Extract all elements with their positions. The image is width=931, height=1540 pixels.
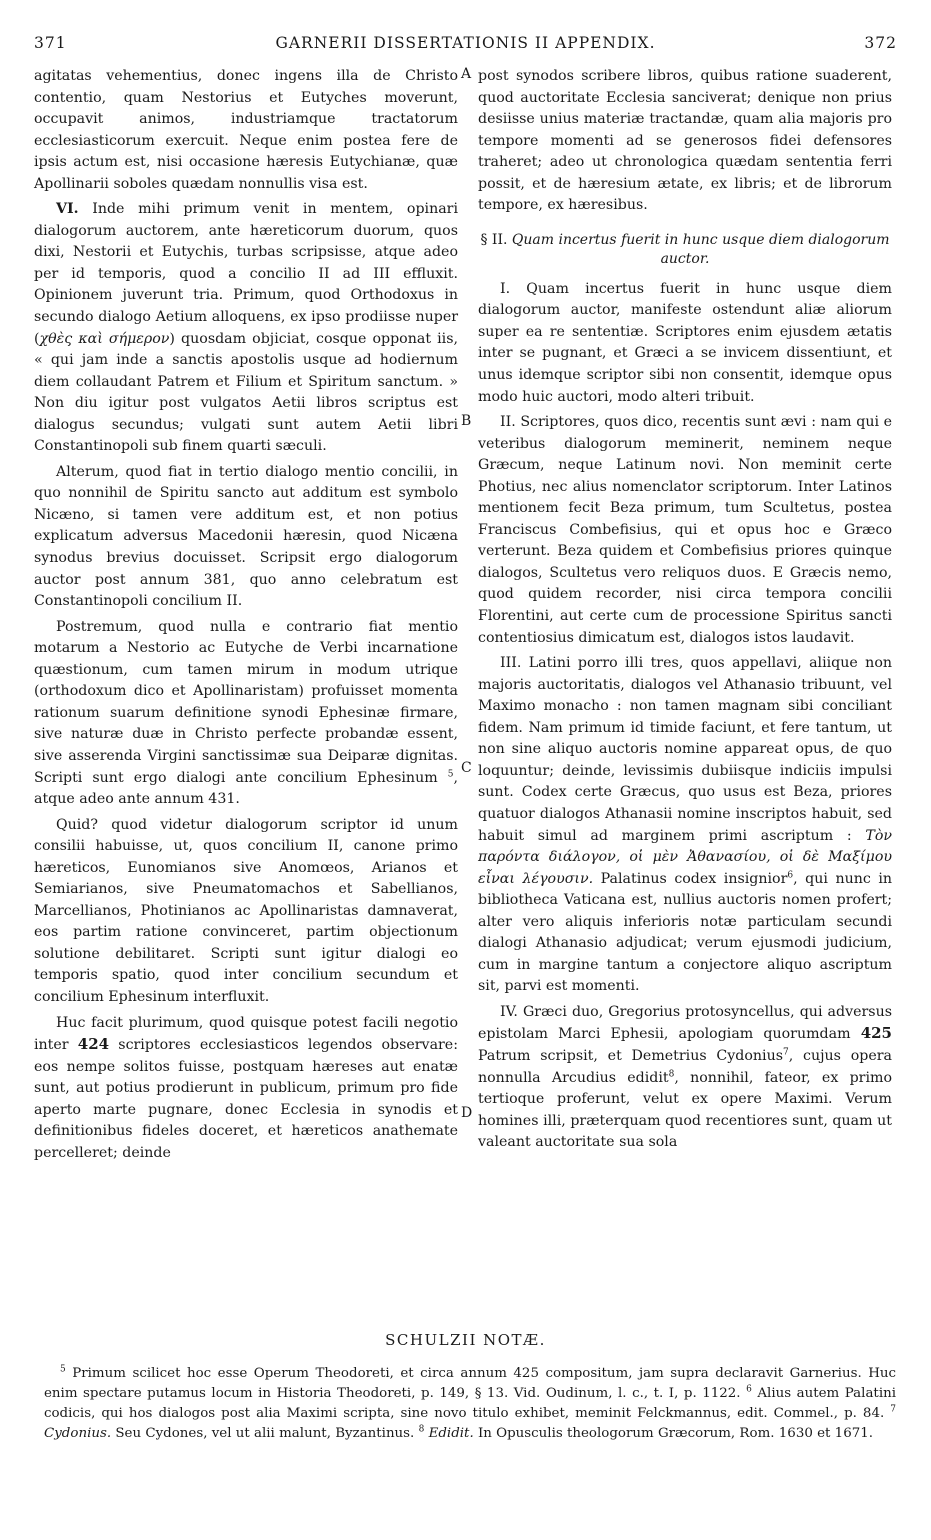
section-number: VI. (56, 201, 79, 218)
running-title: GARNERII DISSERTATIONIS II APPENDIX. (275, 34, 656, 52)
greek-phrase: χθὲς καὶ σήμερον (39, 330, 170, 347)
greek-quote: Τὸν παρόντα διάλογον, οἱ μὲν Ἀθανασίου, οἱ δὲ Μαξίμου εἶναι λέγουσιν. (478, 827, 892, 887)
footnote-block (44, 1364, 896, 1444)
running-header (34, 34, 897, 56)
footnote-ref: 8 (668, 1068, 675, 1079)
section-heading-number: § II. (480, 231, 508, 248)
footnote-ref: 6 (787, 869, 794, 880)
margin-marker-c: C (461, 760, 472, 776)
footnote-lemma: Edidit. (428, 1426, 474, 1441)
paragraph: post synodos scribere libros, quibus ratione suaderent, quod auctoritate Ecclesia sanciverat; denique non prius desiisse unius materiæ tractandæ, quam alia majoris pro tempore momenti ad se generosos fidei defensores traheret; adeo ut chronologica quædam sententia ferri possit, et de hæresium ætate, ex libris; et de librorum tempore, ex hæresibus. (478, 68, 892, 214)
paragraph: IV. Græci duo, Gregorius protosyncellus, qui adversus epistolam Marci Ephesii, apologiam quorumdam 425 Patrum scripsit, et Demetrius Cydonius$^7$, cujus opera nonnulla Arcudius edidit$^8$, nonnihil, fateor, ex primo tertioque proferunt, velut ex opere Maximi. Verum homines illi, præterquam quod recentiores sunt, quam ut valeant auctoritate sua sola (478, 1003, 892, 1151)
paragraph: agitatas vehementius, donec ingens illa de Christo contentio, quam Nestorius et Eutyches moverunt, occupavit animos, industriamque tractatorum ecclesiasticorum exercuit. Neque enim postea fere de ipsis actum est, nisi occasione hæresis Eutychianæ, quæ Apollinarii soboles quædam nonnullis visa est. (34, 68, 458, 192)
paragraph: VI. Inde mihi primum venit in mentem, opinari dialogorum auctorem, ante hæreticorum duorum, quos dixi, Nestorii et Eutychis, turbas scripsisse, atque adeo per id temporis, quod a concilio II ad III effluxit. Opinionem juverunt tria. Primum, quod Orthodoxus in secundo dialogo Aetium alloquens, ex ipso prodiisse nuper (χθὲς καὶ σήμερον) quosdam objiciat, cosque opponat iis, « qui jam inde a sanctis apostolis usque ad hodiernum diem collaudant Patrem et Filium et Spiritum sanctum. » Non diu igitur post vulgatos Aetii libros scriptus est dialogus secundus; vulgati sunt autem Aetii libri Constantinopoli sub finem quarti sæculi. (34, 201, 458, 455)
migne-column-number: 424 (77, 1035, 110, 1054)
paragraph: Postremum, quod nulla e contrario fiat mentio motarum a Nestorio ac Eutyche de Verbi incarnatione quæstionum, cum tamen mirum in modum utrique (orthodoxum dico et Apollinaristam) profuisset momenta rationum suarum definitione synodi Ephesinæ firmare, sive naturæ duæ in Christo perfecte probandæ essent, sive asserenda Virgini sanctissimæ sua Deiparæ dignitas. Scripti sunt ergo dialogi ante concilium Ephesinum $^5$, atque adeo ante annum 431. (34, 618, 458, 808)
notes-title: SCHULZII NOTÆ. (385, 1331, 546, 1349)
footnote-lemma: Cydonius. (44, 1426, 112, 1441)
footnote-text: Seu Cydones, vel ut alii malunt, Byzantinus. (111, 1426, 419, 1441)
footnote-mark: 5 (60, 1364, 66, 1375)
footnotes (44, 1364, 896, 1444)
paragraph: III. Latini porro illi tres, quos appellavi, aliique non majoris auctoritatis, dialogos vel Athanasio tribuunt, vel Maximo monacho : non tamen magnam sibi conciliant fidem. Nam primum id timide faciunt, et fere tantum, ut non sine aliquo auctoris nomine appareat opus, de quo loquuntur; deinde, levissimis dubiisque indiciis impulsi sunt. Codex certe Græcus, quo usus est Beza, priores quatuor dialogos Athanasii nomine inscriptos habuit, sed habuit simul ad marginem primi ascriptum : Τὸν παρόντα διάλογον, οἱ μὲν Ἀθανασίου, οἱ δὲ Μαξίμου εἶναι λέγουσιν. Palatinus codex insignior$^6$, qui nunc in bibliotheca Vaticana est, nullius auctoris nomen profert; alter vero aliquis inferioris notæ particulam secundi dialogi Athanasio adjudicat; verum ejusmodi judicium, cum in margine tantum a conjectore aliquo ascriptum sit, parvi est momenti. (478, 655, 892, 995)
left-column (34, 66, 458, 1164)
footnote-ref: 5 (447, 768, 454, 779)
footnote-text: Primum scilicet hoc esse Operum Theodoreti, et circa annum 425 compositum, jam supra declaravit Garnerius. Huc enim spectare putamus locum in Historia Theodoreti, p. 149, § 13. Vid. Oudinum, l. c., t. I, p. 1122. (44, 1366, 896, 1401)
migne-column-number: 425 (860, 1024, 892, 1043)
section-heading-title: Quam incertus fuerit in hunc usque diem dialogorum auctor. (511, 231, 890, 267)
footnote-text: Alius autem Palatini codicis, qui hos dialogos post alia Maximi scripta, sine novo titulo exhibet, meminit Felckmannus, edit. Commel., p. 84. (44, 1386, 897, 1421)
page-number-right: 372 (864, 34, 897, 52)
section-heading (478, 231, 892, 269)
paragraph: Huc facit plurimum, quod quisque potest facili negotio inter 424 scriptores ecclesiasticos legendos observare: eos nempe solitos fuisse, postquam hæreses aut enatæ sunt, aut potius prodierunt in publicum, primum pro fide aperto marte pugnare, donec Ecclesia in synodis et definitionibus fideles doceret, et hæreticos anathemate percelleret; deinde (34, 1014, 458, 1161)
page-number-left: 371 (34, 34, 67, 52)
right-column (478, 66, 892, 1154)
margin-marker-b: B (461, 413, 472, 429)
paragraph: Quid? quod videtur dialogorum scriptor id unum consilii habuisse, ut, quos concilium II, canone primo hæreticos, Eunomianos sive Anomœos, Arianos et Semiarianos, sive Pneumatomachos et Sabellianos, Marcellianos, Photinianos ac Apollinaristas damnaverat, eos partim ratione convinceret, partim objectionum solutione debilitaret. Scripti sunt igitur dialogi eo temporis spatio, quod inter concilium secundum et concilium Ephesinum interfluxit. (34, 816, 458, 1005)
footnote-text: In Opusculis theologorum Græcorum, Rom. 1630 et 1671. (473, 1426, 874, 1441)
paragraph: II. Scriptores, quos dico, recentis sunt ævi : nam qui e veteribus dialogorum meminerit, neminem neque Græcum, neque Latinum novi. Non meminit certe Photius, nec alius nomenclator scriptorum. Inter Latinos mentionem fecit Beza primum, tum Scultetus, postea Franciscus Combefisius, qui et opus hoc e Græco verterunt. Beza quidem et Combefisius priores quinque dialogos, Scultetus vero reliquos duos. E Græcis nemo, quod quidem recorder, nisi circa tempora concilii Florentini, aut certe cum de processione Spiritus sancti contentiosius dimicatum est, dialogos istos laudavit. (478, 414, 892, 646)
footnote-mark: 7 (890, 1404, 896, 1415)
margin-marker-d: D (461, 1105, 473, 1121)
paragraph: Alterum, quod fiat in tertio dialogo mentio concilii, in quo nonnihil de Spiritu sancto aut additum est symbolo Nicæno, si tamen vere additum est, et non potius explicatum adversus Macedonii hæresin, quod Nicæna synodus brevius docuisset. Scripsit ergo dialogorum auctor post annum 381, quo anno celebratum est Constantinopoli concilium II. (34, 463, 458, 610)
footnote-ref: 7 (783, 1047, 789, 1058)
paragraph: I. Quam incertus fuerit in hunc usque diem dialogorum auctor, manifeste ostendunt aliæ aliorum super ea re sententiæ. Scriptores enim ejusdem ætatis inter se pugnant, et Græci a se invicem dissentiunt, et unus idemque scriptor sibi non consentit, idemque opus modo huic auctori, modo alteri tribuit. (478, 280, 892, 405)
footnote-mark: 6 (746, 1384, 752, 1395)
margin-marker-a: A (461, 66, 472, 82)
footnote-mark: 8 (418, 1424, 425, 1435)
